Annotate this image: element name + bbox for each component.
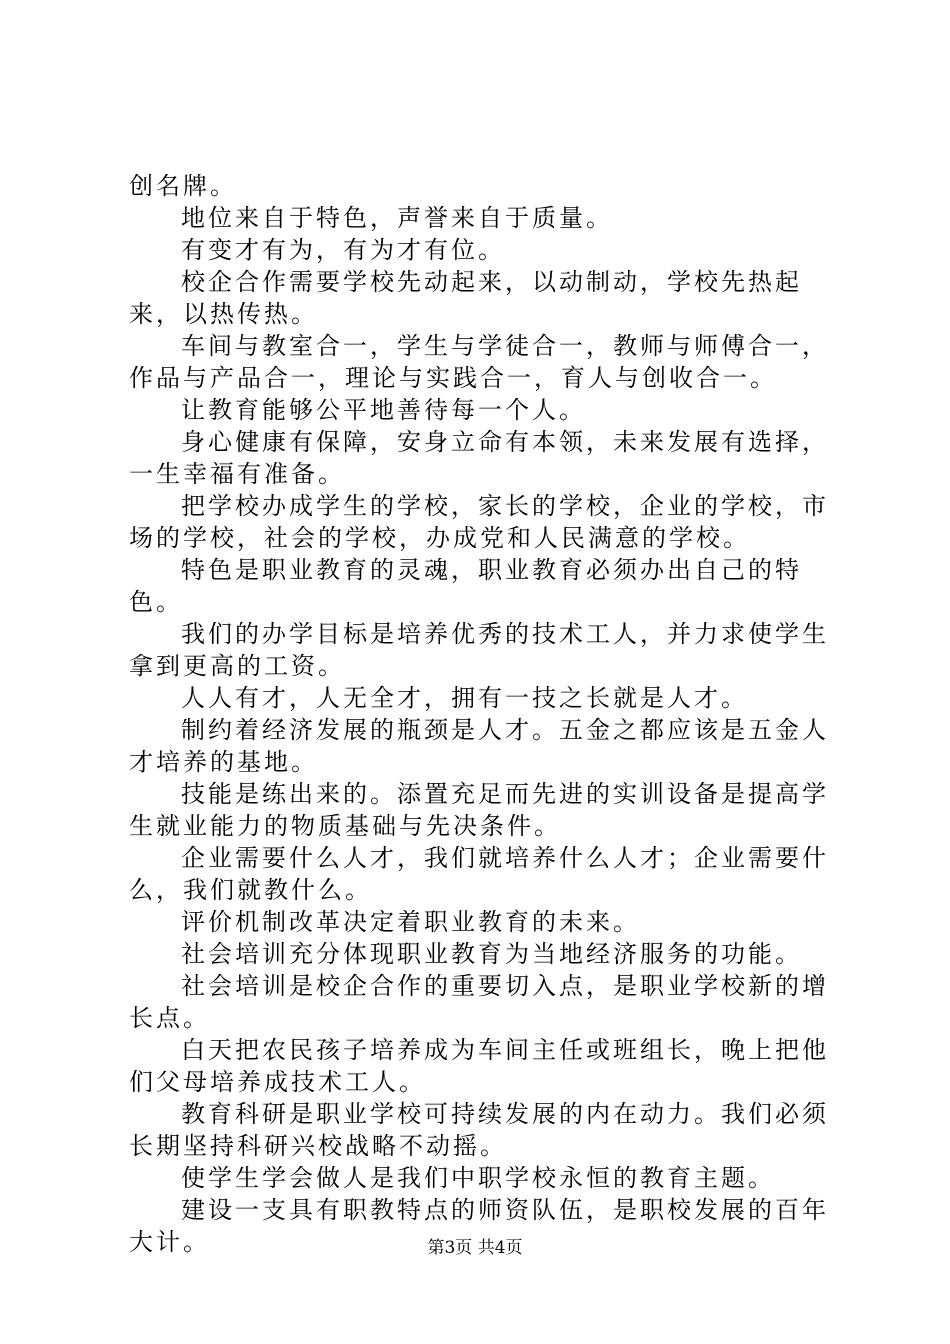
paragraph: 创名牌。: [129, 172, 237, 200]
paragraph: 特色是职业教育的灵魂，职业教育必须办出自己的特色。: [129, 556, 802, 616]
paragraph: 教育科研是职业学校可持续发展的内在动力。我们必须长期坚持科研兴校战略不动摇。: [129, 1100, 829, 1160]
paragraph: 校企合作需要学校先动起来，以动制动，学校先热起来，以热传热。: [129, 268, 802, 328]
paragraph: 身心健康有保障，安身立命有本领，未来发展有选择，一生幸福有准备。: [129, 428, 829, 488]
paragraph: 技能是练出来的。添置充足而先进的实训设备是提高学生就业能力的物质基础与先决条件。: [129, 780, 829, 840]
paragraph: 把学校办成学生的学校，家长的学校，企业的学校，市场的学校，社会的学校，办成党和人民满意的学校。: [129, 492, 829, 552]
paragraph: 车间与教室合一，学生与学徒合一，教师与师傅合一，作品与产品合一，理论与实践合一，育人与创收合一。: [129, 332, 829, 392]
paragraph: 地位来自于特色，声誉来自于质量。: [181, 204, 613, 232]
page-number: 第3页 共4页: [427, 1238, 523, 1258]
paragraph: 制约着经济发展的瓶颈是人才。五金之都应该是五金人才培养的基地。: [129, 716, 829, 776]
page-footer: [0, 1237, 950, 1259]
paragraph: 企业需要什么人才，我们就培养什么人才；企业需要什么，我们就教什么。: [129, 844, 829, 904]
paragraph: 社会培训充分体现职业教育为当地经济服务的功能。: [181, 940, 802, 968]
paragraph: 使学生学会做人是我们中职学校永恒的教育主题。: [181, 1164, 775, 1192]
paragraph: 让教育能够公平地善待每一个人。: [181, 396, 586, 424]
document-body: [129, 170, 839, 1258]
paragraph: 建设一支具有职教特点的师资队伍，是职校发展的百年大计。: [129, 1196, 829, 1256]
paragraph: 我们的办学目标是培养优秀的技术工人，并力求使学生拿到更高的工资。: [129, 620, 829, 680]
paragraph: 评价机制改革决定着职业教育的未来。: [181, 908, 640, 936]
paragraph: 白天把农民孩子培养成为车间主任或班组长，晚上把他们父母培养成技术工人。: [129, 1036, 829, 1096]
paragraph: 有变才有为，有为才有位。: [181, 236, 505, 264]
paragraph: 社会培训是校企合作的重要切入点，是职业学校新的增长点。: [129, 972, 829, 1032]
paragraph: 人人有才，人无全才，拥有一技之长就是人才。: [181, 684, 748, 712]
